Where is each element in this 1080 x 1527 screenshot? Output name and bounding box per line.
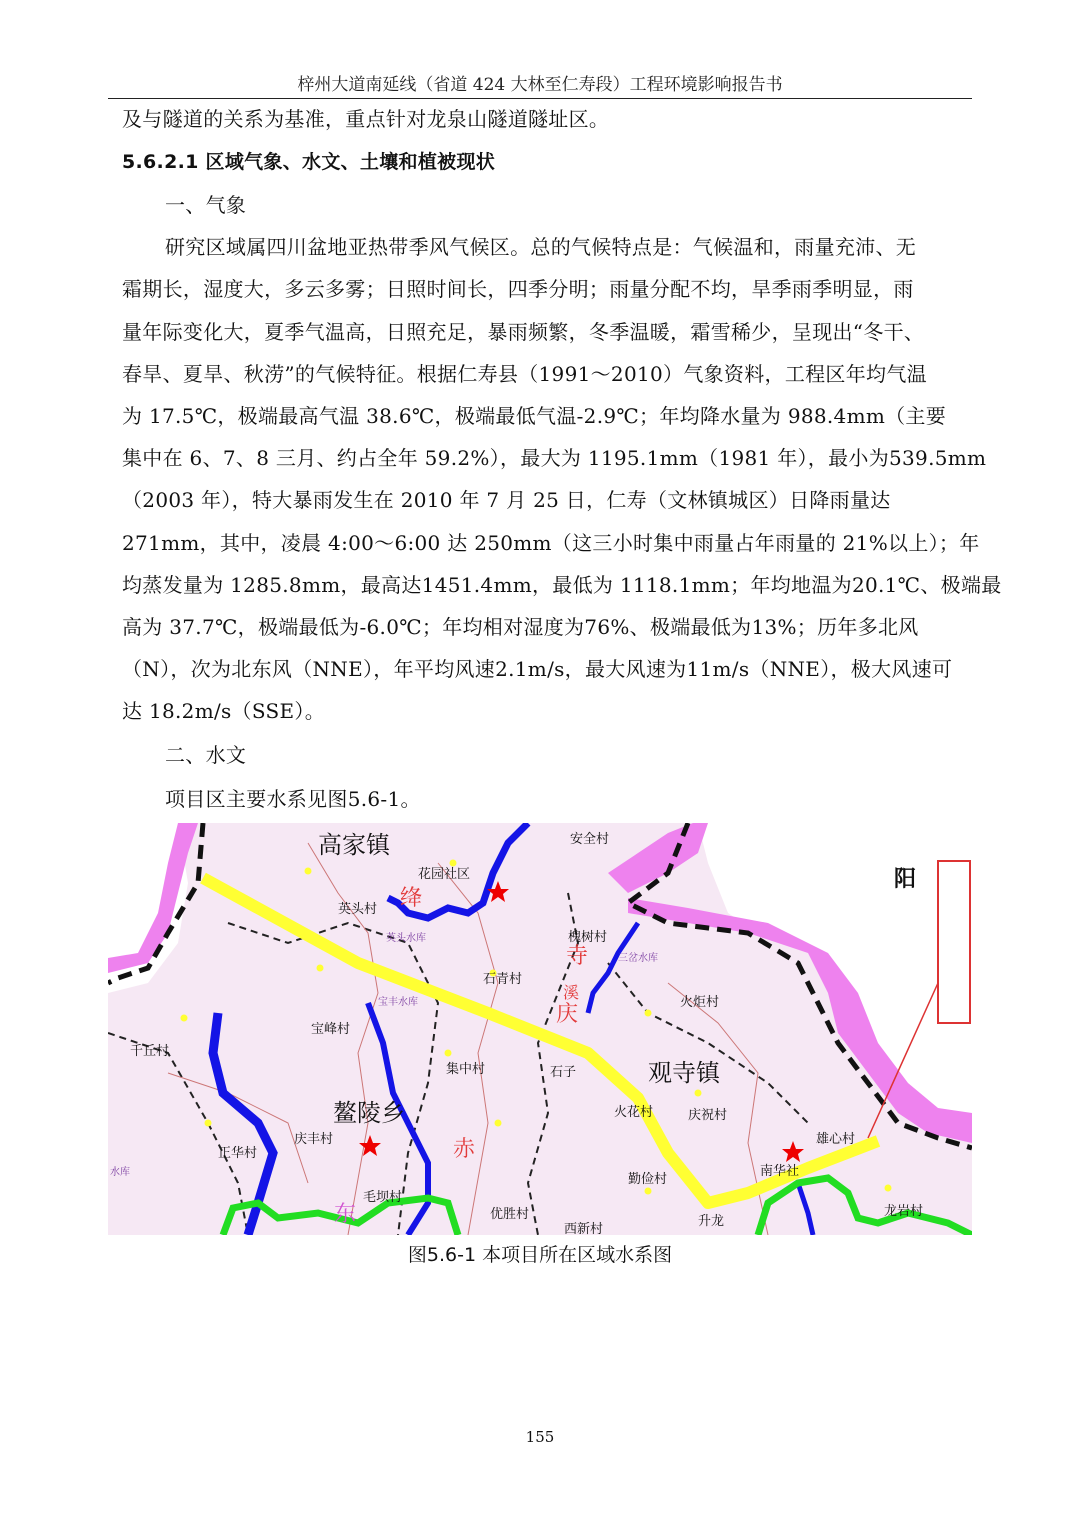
reservoir-label: 宝丰水库 (378, 997, 418, 1008)
figure-caption: 图5.6-1 本项目所在区域水系图 (407, 1244, 673, 1266)
climate-line: 集中在 6、7、8 三月、约占全年 59.2%），最大为 1195.1mm（1981 年），最小为539.5mm (122, 446, 987, 470)
village-label: 槐树村 (568, 930, 608, 945)
water-system-map (108, 823, 972, 1235)
header-divider (108, 98, 972, 99)
village-label: 勤俭村 (628, 1172, 668, 1187)
climate-line: （2003 年），特大暴雨发生在 2010 年 7 月 25 日，仁寿（文林镇城区）日降雨量达 (122, 488, 891, 512)
town-label: 高家镇 (318, 831, 390, 859)
river-label: 寺 (566, 944, 589, 969)
village-label: 升龙 (698, 1214, 725, 1229)
village-label: 庆丰村 (294, 1132, 334, 1147)
climate-line: 研究区域属四川盆地亚热带季风气候区。总的气候特点是：气候温和，雨量充沛、无 (165, 235, 917, 259)
village-label: 花园社区 (418, 867, 471, 882)
climate-line: 量年际变化大，夏季气温高，日照充足，暴雨频繁，冬季温暖，霜雪稀少，呈现出“冬干、 (122, 320, 925, 344)
climate-line: 为 17.5℃，极端最高气温 38.6℃，极端最低气温-2.9℃；年均降水量为 988.4mm（主要 (122, 404, 947, 428)
climate-line: 高为 37.7℃，极端最低为-6.0℃；年均相对湿度为76%、极端最低为13%；历年多北风 (122, 615, 919, 639)
climate-line: （N），次为北东风（NNE），年平均风速2.1m/s，最大风速为11m/s（NNE），极大风速可 (122, 657, 953, 681)
village-label: 安全村 (570, 832, 610, 847)
river-label: 东 (334, 1202, 357, 1227)
running-header: 梓州大道南延线（省道 424 大林至仁寿段）工程环境影响报告书 (297, 75, 783, 95)
subsection-heading-hydrology: 二、水文 (165, 743, 247, 767)
village-label: 石青村 (483, 972, 523, 987)
river-label: 庆 (556, 1002, 579, 1027)
village-label: 火炬村 (680, 995, 720, 1010)
village-label: 集中村 (446, 1062, 486, 1077)
climate-line: 均蒸发量为 1285.8mm，最高达1451.4mm，最低为 1118.1mm；年均地温为20.1℃、极端最 (122, 573, 1002, 597)
reservoir-label: 三岔水库 (618, 953, 658, 964)
subsection-heading-climate: 一、气象 (165, 193, 247, 217)
climate-line: 霜期长，湿度大，多云多雾；日照时间长，四季分明；雨量分配不均，旱季雨季明显，雨 (122, 277, 914, 301)
climate-line: 271mm，其中，凌晨 4:00～6:00 达 250mm（这三小时集中雨量占年雨量的 21%以上）；年 (122, 531, 980, 555)
village-label: 火花村 (614, 1105, 654, 1120)
village-label: 千丘村 (130, 1044, 170, 1059)
section-heading: 5.6.2.1 区域气象、水文、土壤和植被现状 (122, 151, 496, 173)
map-svg (108, 823, 972, 1235)
river-label: 绛 (400, 886, 423, 911)
village-label: 西新村 (564, 1222, 604, 1235)
village-label: 正华村 (218, 1146, 258, 1161)
town-label: 观寺镇 (648, 1059, 720, 1087)
village-label: 毛坝村 (363, 1190, 403, 1205)
paragraph-line: 项目区主要水系见图5.6-1。 (165, 787, 421, 811)
village-label: 龙岩村 (884, 1204, 924, 1219)
village-label: 宝峰村 (311, 1022, 351, 1037)
reservoir-label: 英头水库 (386, 933, 426, 944)
climate-line: 春旱、夏旱、秋涝”的气候特征。根据仁寿县（1991～2010）气象资料，工程区年均气温 (122, 362, 927, 386)
village-label: 优胜村 (490, 1207, 530, 1222)
page-number: 155 (525, 1428, 555, 1446)
region-label: 阳 (894, 867, 917, 892)
village-label: 石子 (550, 1065, 577, 1080)
village-label: 雄心村 (816, 1132, 856, 1147)
climate-line: 达 18.2m/s（SSE）。 (122, 699, 326, 723)
river-label: 赤 (453, 1137, 476, 1162)
reservoir-label: 水库 (110, 1167, 130, 1178)
paragraph-line: 及与隧道的关系为基准，重点针对龙泉山隧道隧址区。 (122, 107, 610, 131)
village-label: 南华社 (760, 1164, 800, 1179)
town-label: 鳌陵乡 (333, 1099, 405, 1127)
village-label: 英头村 (338, 902, 378, 917)
village-label: 庆祝村 (688, 1108, 728, 1123)
river-label: 溪 (563, 983, 580, 1002)
